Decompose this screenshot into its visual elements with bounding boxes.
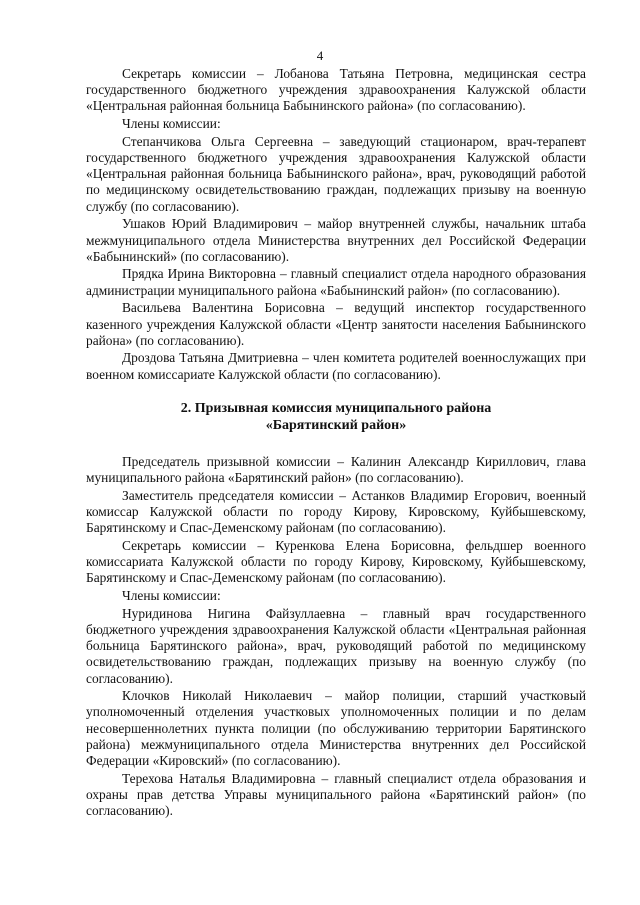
page-number: 4 <box>316 48 324 63</box>
section2-member-terekhova: Терехова Наталья Владимировна – главный специалист отдела образования и охраны прав детства Управы муниципального района «Барятинский район» (по согласованию). <box>86 770 586 819</box>
section2-member-nuridinova: Нуридинова Нигина Файзуллаевна – главный врач государственного бюджетного учреждения здравоохранения Калужской области «Центральная районная больница Барятинского района», врач, руководящий работой по медицинскому освидетельствованию граждан, подлежащих призыву на военную службу (по согласованию). <box>86 605 586 686</box>
section1-member-ushakov: Ушаков Юрий Владимирович – майор внутренней службы, начальник штаба межмуниципального отдела Министерства внутренних дел Российской Федерации «Бабынинский» (по согласованию). <box>86 216 586 264</box>
section2-heading-line1: 2. Призывная комиссия муниципального района <box>180 400 492 416</box>
section1-secretary: Секретарь комиссии – Лобанова Татьяна Петровна, медицинская сестра государственного бюджетного учреждения здравоохранения Калужской области «Центральная районная больница Бабынинского района» (по согласованию). <box>86 66 586 114</box>
section2-heading <box>86 400 586 434</box>
section2-heading-line2: «Барятинский район» <box>265 417 407 433</box>
section2-chairman: Председатель призывной комиссии – Калинин Александр Кириллович, глава муниципального района «Барятинский район» (по согласованию). <box>86 453 586 486</box>
section1-member-stepanchikova: Степанчикова Ольга Сергеевна – заведующий стационаром, врач-терапевт государственного бюджетного учреждения здравоохранения Калужской области «Центральная районная больница Бабынинского района», врач, руководящий работой по медицинскому освидетельствованию граждан, подлежащих призыву на военную службу (по согласованию). <box>86 133 586 214</box>
section2-member-klochkov: Клочков Николай Николаевич – майор полиции, старший участковый уполномоченный отделения участковых уполномоченных полиции и по делам несовершеннолетних пункта полиции (по обслуживанию территории Барятинского района) межмуниципального отдела Министерства внутренних дел Российской Федерации «Кировский» (по согласованию). <box>86 688 586 769</box>
section1-members-label: Члены комиссии: <box>122 116 221 132</box>
document-body <box>86 66 586 821</box>
section1-member-vasilyeva: Васильева Валентина Борисовна – ведущий инспектор государственного казенного учреждения Калужской области «Центр занятости населения Бабынинского района» (по согласованию). <box>86 300 586 348</box>
section2-members-label: Члены комиссии: <box>122 587 221 603</box>
section2-deputy: Заместитель председателя комиссии – Астанков Владимир Егорович, военный комиссар Калужской области по городу Кирову, Кировскому, Куйбышевскому, Барятинскому и Спас-Деменскому районам (по согласованию). <box>86 487 586 536</box>
section2-secretary: Секретарь комиссии – Куренкова Елена Борисовна, фельдшер военного комиссариата Калужской области по городу Кирову, Кировскому, Куйбышевскому, Барятинскому и Спас-Деменскому районам (по согласованию). <box>86 537 586 586</box>
section1-member-pryadka: Прядка Ирина Викторовна – главный специалист отдела народного образования администрации муниципального района «Бабынинский район» (по согласованию). <box>86 266 586 298</box>
section1-member-drozdova: Дроздова Татьяна Дмитриевна – член комитета родителей военнослужащих при военном комиссариате Калужской области (по согласованию). <box>86 350 586 382</box>
